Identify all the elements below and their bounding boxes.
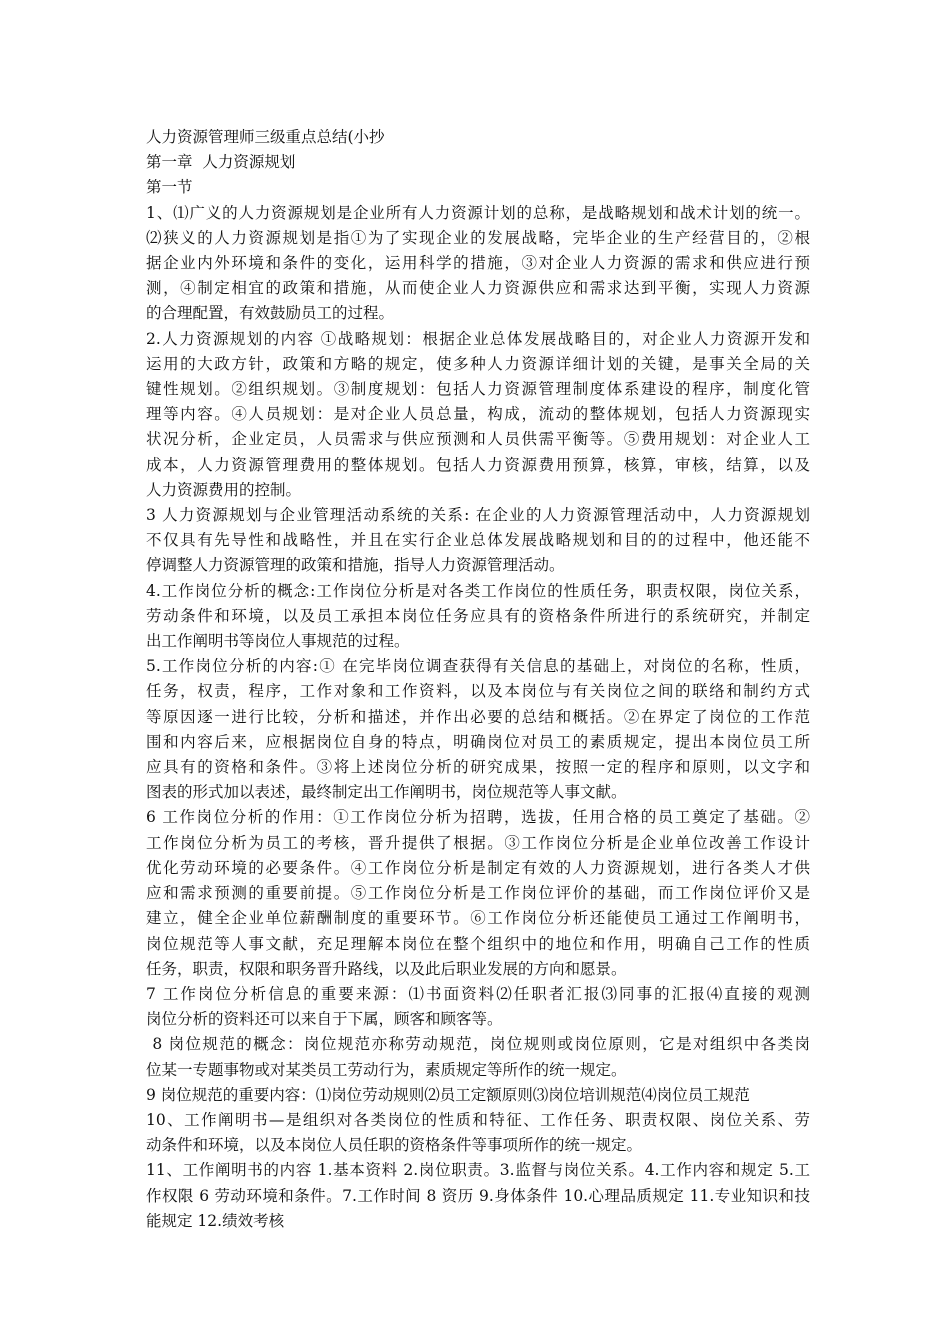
paragraph-line: ⑵狭义的人力资源规划是指①为了实现企业的发展战略，完毕企业的生产经营目的，②根 xyxy=(146,228,810,247)
paragraph-line: 11、工作阐明书的内容 1.基本资料 2.岗位职责。3.监督与岗位关系。4.工作内容和规定 5.工 xyxy=(146,1161,810,1180)
paragraph-line: 作权限 6 劳动环境和条件。7.工作时间 8 资历 9.身体条件 10.心理品质规定 11.专业知识和技 xyxy=(146,1186,810,1205)
paragraph-line: 应具有的资格和条件。③将上述岗位分析的研究成果，按照一定的程序和原则，以文字和 xyxy=(146,758,810,777)
paragraph-line: 运用的大政方针，政策和方略的规定，使多种人力资源详细计划的关键，是事关全局的关 xyxy=(146,354,810,373)
paragraph-line: 状况分析，企业定员，人员需求与供应预测和人员供需平衡等。⑤费用规划：对企业人工 xyxy=(146,430,810,449)
paragraph-line: 任务，职责，权限和职务晋升路线，以及此后职业发展的方向和愿景。 xyxy=(146,959,627,978)
paragraph-line: 7 工作岗位分析信息的重要来源：⑴书面资料⑵任职者汇报⑶同事的汇报⑷直接的观测 xyxy=(146,984,810,1003)
paragraph-line: 6 工作岗位分析的作用：①工作岗位分析为招聘，选拔，任用合格的员工奠定了基础。② xyxy=(146,808,810,827)
paragraph xyxy=(146,579,810,655)
paragraph-line: 成本，人力资源管理费用的整体规划。包括人力资源费用预算，核算，审核，结算，以及 xyxy=(146,455,810,474)
paragraph-line: 动条件和环境，以及本岗位人员任职的资格条件等事项所作的统一规定。 xyxy=(146,1136,643,1155)
paragraph-line: 不仅具有先导性和战略性，并且在实行企业总体发展战略规划和目的的过程中，他还能不 xyxy=(146,531,810,550)
chapter-heading: 第一章 人力资源规划 xyxy=(146,153,296,172)
paragraph-line: 2.人力资源规划的内容 ①战略规划：根据企业总体发展战略目的，对企业人力资源开发和 xyxy=(146,329,810,348)
paragraph xyxy=(146,1032,810,1082)
paragraph-line: 工作岗位分析为员工的考核，晋升提供了根据。③工作岗位分析是企业单位改善工作设计 xyxy=(146,833,810,852)
paragraph xyxy=(146,1083,810,1108)
paragraph-line: 5.工作岗位分析的内容:① 在完毕岗位调查获得有关信息的基础上，对岗位的名称，性质， xyxy=(146,657,810,676)
paragraph-line: 岗位分析的资料还可以来自于下属，顾客和顾客等。 xyxy=(146,1010,503,1029)
paragraph-line: 的合理配置，有效鼓励员工的过程。 xyxy=(146,304,395,323)
paragraph-line: 3 人力资源规划与企业管理活动系统的关系: 在企业的人力资源管理活动中，人力资源规划 xyxy=(146,506,810,525)
paragraph-line: 围和内容后来，应根据岗位自身的特点，明确岗位对员工的素质规定，提出本岗位员工所 xyxy=(146,732,810,751)
paragraph-line: 任务，权责，程序，工作对象和工作资料，以及本岗位与有关岗位之间的联络和制约方式 xyxy=(146,682,810,701)
paragraph xyxy=(146,805,810,981)
paragraph-line: 位某一专题事物或对某类员工劳动行为，素质规定等所作的统一规定。 xyxy=(146,1060,627,1079)
paragraph-line: 8 岗位规范的概念：岗位规范亦称劳动规范，岗位规则或岗位原则，它是对组织中各类岗 xyxy=(146,1035,810,1054)
document-page xyxy=(146,125,810,1234)
paragraph-line: 建立，健全企业单位薪酬制度的重要环节。⑥工作岗位分析还能使员工通过工作阐明书， xyxy=(146,909,810,928)
paragraph-line: 键性规划。②组织规划。③制度规划：包括人力资源管理制度体系建设的程序，制度化管 xyxy=(146,380,810,399)
paragraph-list xyxy=(146,201,810,1234)
paragraph-line: 10、工作阐明书—是组织对各类岗位的性质和特征、工作任务、职责权限、岗位关系、劳 xyxy=(146,1110,810,1129)
paragraph-line: 停调整人力资源管理的政策和措施，指导人力资源管理活动。 xyxy=(146,556,565,575)
paragraph-line: 测，④制定相宜的政策和措施，从而使企业人力资源供应和需求达到平衡，实现人力资源 xyxy=(146,279,810,298)
paragraph xyxy=(146,1108,810,1158)
paragraph xyxy=(146,201,810,327)
paragraph-line: 劳动条件和环境，以及员工承担本岗位任务应具有的资格条件所进行的系统研究，并制定 xyxy=(146,606,810,625)
paragraph xyxy=(146,1158,810,1234)
paragraph-line: 应和需求预测的重要前提。⑤工作岗位分析是工作岗位评价的基础，而工作岗位评价又是 xyxy=(146,884,810,903)
paragraph-line: 岗位规范等人事文献，充足理解本岗位在整个组织中的地位和作用，明确自己工作的性质 xyxy=(146,934,810,953)
document-title: 人力资源管理师三级重点总结(小抄 xyxy=(146,128,385,146)
paragraph-line: 图表的形式加以表述，最终制定出工作阐明书，岗位规范等人事文献。 xyxy=(146,783,627,802)
paragraph-line: 1、⑴广义的人力资源规划是企业所有人力资源计划的总称，是战略规划和战术计划的统一。 xyxy=(146,203,810,222)
paragraph xyxy=(146,982,810,1032)
section-heading: 第一节 xyxy=(146,178,193,197)
paragraph xyxy=(146,503,810,579)
paragraph-line: 出工作阐明书等岗位人事规范的过程。 xyxy=(146,632,410,651)
paragraph-line: 能规定 12.绩效考核 xyxy=(146,1211,285,1230)
paragraph-line: 4.工作岗位分析的概念:工作岗位分析是对各类工作岗位的性质任务，职责权限，岗位关系， xyxy=(146,581,810,600)
paragraph-line: 等原因逐一进行比较，分析和描述，并作出必要的总结和概括。②在界定了岗位的工作范 xyxy=(146,707,810,726)
paragraph-line: 优化劳动环境的必要条件。④工作岗位分析是制定有效的人力资源规划，进行各类人才供 xyxy=(146,858,810,877)
paragraph xyxy=(146,327,810,503)
paragraph-line: 人力资源费用的控制。 xyxy=(146,480,302,499)
paragraph-line: 据企业内外环境和条件的变化，运用科学的措施，③对企业人力资源的需求和供应进行预 xyxy=(146,254,810,273)
paragraph xyxy=(146,654,810,805)
paragraph-line: 9 岗位规范的重要内容：⑴岗位劳动规则⑵员工定额原则⑶岗位培训规范⑷岗位员工规范 xyxy=(146,1085,750,1104)
paragraph-line: 理等内容。④人员规划：是对企业人员总量，构成，流动的整体规划，包括人力资源现实 xyxy=(146,405,810,424)
